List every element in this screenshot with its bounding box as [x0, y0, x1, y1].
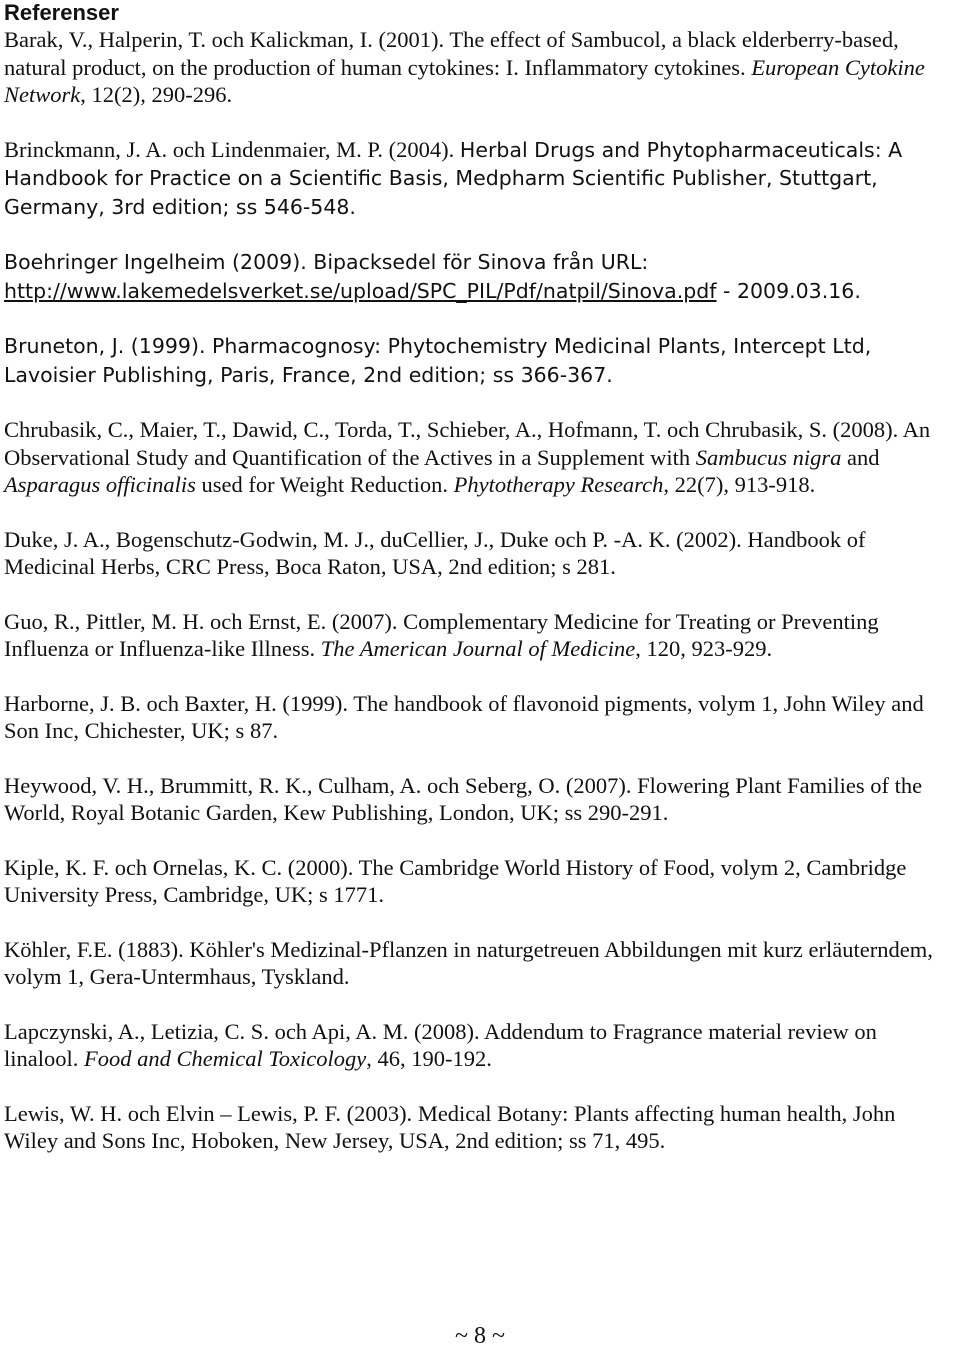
- reference-journal: Food and Chemical Toxicology: [84, 1046, 367, 1071]
- page-number: ~ 8 ~: [455, 1323, 505, 1349]
- reference-author: Harborne, J. B. och Baxter, H. (1999).: [4, 690, 354, 716]
- reference-entry: [4, 136, 954, 222]
- reference-species: Asparagus officinalis: [4, 472, 196, 497]
- reference-entry: [4, 332, 954, 389]
- reference-author: Guo, R., Pittler, M. H. och Ernst, E. (2007).: [4, 608, 404, 634]
- reference-title: Köhler's Medizinal-Pflanzen in naturgetreuen Abbildungen mit kurz erläuterndem, volym 1, Gera-Untermhaus, Tyskland.: [4, 936, 933, 989]
- reference-details: , 12(2), 290-296.: [80, 82, 233, 107]
- reference-author: Lapczynski, A., Letizia, C. S. och Api, A. M. (2008).: [4, 1018, 484, 1044]
- reference-title: Handbook of Medicinal Herbs, CRC Press, Boca Raton, USA, 2nd edition; s 281.: [4, 526, 866, 579]
- reference-author: Boehringer Ingelheim (2009).: [4, 250, 314, 274]
- reference-entry: [4, 248, 954, 305]
- reference-entry: [4, 1100, 954, 1155]
- reference-title: Pharmacognosy: Phytochemistry Medicinal Plants, Intercept Ltd, Lavoisier Publishing, Paris, France, 2nd edition; ss 366-367.: [4, 334, 872, 387]
- reference-title: Addendum to Fragrance material review on linalool.: [4, 1018, 877, 1071]
- reference-entry: [4, 1018, 954, 1073]
- reference-title: The handbook of flavonoid pigments, volym 1, John Wiley and Son Inc, Chichester, UK; s 87.: [4, 690, 924, 743]
- reference-title: Complementary Medicine for Treating or Preventing Influenza or Influenza-like Illness.: [4, 608, 879, 661]
- reference-author: Brinckmann, J. A. och Lindenmaier, M. P. (2004).: [4, 136, 460, 162]
- reference-title: and: [841, 444, 880, 470]
- reference-author: Lewis, W. H. och Elvin – Lewis, P. F. (2003).: [4, 1100, 418, 1126]
- page-heading: Referenser: [4, 0, 119, 25]
- reference-journal: The American Journal of Medicine: [320, 636, 636, 661]
- reference-author: Kiple, K. F. och Ornelas, K. C. (2000).: [4, 854, 359, 880]
- reference-author: Chrubasik, C., Maier, T., Dawid, C., Torda, T., Schieber, A., Hofmann, T. och Chrubasik, S. (2008).: [4, 417, 903, 442]
- reference-title: An Observational Study and Quantification of the Actives in a Supplement with: [4, 417, 931, 470]
- reference-entry: [4, 416, 954, 499]
- reference-details: - 2009.03.16.: [716, 278, 861, 303]
- reference-entry: [4, 854, 954, 909]
- reference-title: The effect of Sambucol, a black elderberry-based, natural product, on the production of human cytokines: I. Inflammatory cytokines.: [4, 27, 899, 80]
- reference-page: [4, 0, 954, 1182]
- reference-entry: [4, 526, 954, 581]
- reference-author: Köhler, F.E. (1883).: [4, 936, 190, 962]
- reference-entry: [4, 936, 954, 991]
- reference-entry: [4, 772, 954, 827]
- reference-details: , 46, 190-192.: [366, 1046, 492, 1071]
- reference-title: Medical Botany: Plants affecting human health, John Wiley and Sons Inc, Hoboken, New Jersey, USA, 2nd edition; ss 71, 495.: [4, 1100, 896, 1153]
- reference-author: Bruneton, J. (1999).: [4, 334, 212, 358]
- reference-author: Duke, J. A., Bogenschutz-Godwin, M. J., duCellier, J., Duke och P. -A. K. (2002).: [4, 526, 748, 552]
- reference-journal: European Cytokine Network: [4, 54, 925, 107]
- reference-author: Heywood, V. H., Brummitt, R. K., Culham, A. och Seberg, O. (2007).: [4, 772, 638, 798]
- reference-author: Barak, V., Halperin, T. och Kalickman, I. (2001).: [4, 27, 450, 52]
- reference-entry: [4, 690, 954, 745]
- reference-title: Herbal Drugs and Phytopharmaceuticals: A Handbook for Practice on a Scientific Basis, Medpharm Scientific Publisher, Stuttgart, Germany, 3rd edition; ss 546-548.: [4, 137, 903, 219]
- reference-details: , 22(7), 913-918.: [663, 472, 816, 497]
- reference-details: , 120, 923-929.: [635, 636, 773, 661]
- reference-url-link[interactable]: http://www.lakemedelsverket.se/upload/SPC_PIL/Pdf/natpil/Sinova.pdf: [4, 278, 717, 303]
- reference-title: The Cambridge World History of Food, volym 2, Cambridge University Press, Cambridge, UK; s 1771.: [4, 854, 907, 907]
- reference-entry: [4, 608, 954, 663]
- reference-title: Bipacksedel för Sinova från URL:: [313, 250, 649, 274]
- reference-journal: Phytotherapy Research: [453, 472, 664, 497]
- reference-species: Sambucus nigra: [695, 444, 842, 470]
- reference-title: used for Weight Reduction.: [195, 472, 454, 497]
- reference-entry: [4, 26, 954, 109]
- reference-title: Flowering Plant Families of the World, Royal Botanic Garden, Kew Publishing, London, UK; ss 290-291.: [4, 772, 923, 825]
